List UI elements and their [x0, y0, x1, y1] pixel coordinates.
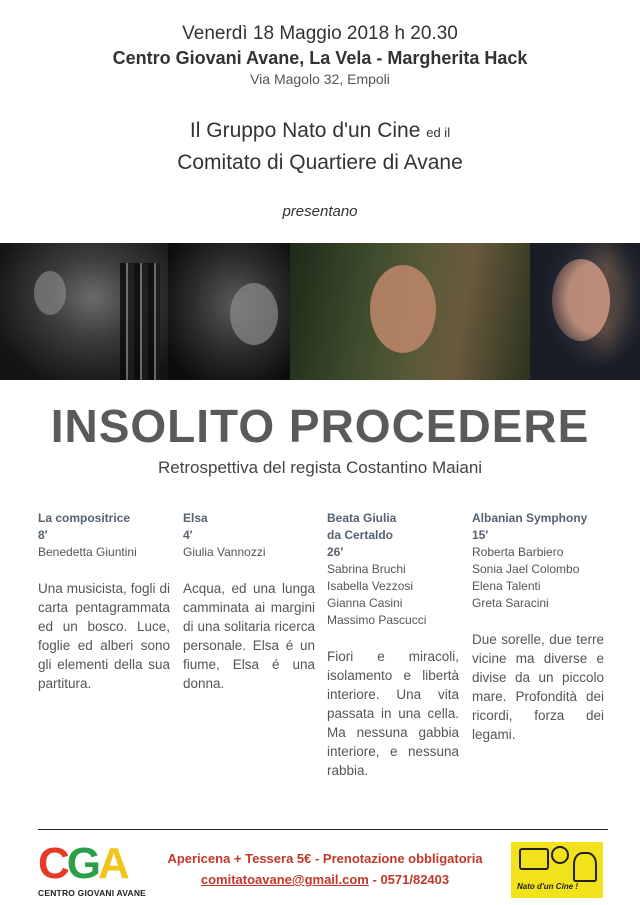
cga-letter-a: A [98, 839, 127, 888]
film-reel-icon [551, 846, 569, 864]
still-figure-3 [370, 265, 436, 353]
presents-label: presentano [282, 203, 358, 220]
film-stills-banner [0, 243, 640, 380]
still-figure-1 [34, 271, 66, 315]
film-title-line-2: da Certaldo [327, 528, 394, 542]
cga-logo-text: CENTRO GIOVANI AVANE [38, 888, 147, 898]
event-header [0, 22, 640, 88]
cga-logo [38, 840, 146, 900]
film-duration: 26′ [327, 545, 344, 559]
film-column [183, 510, 315, 693]
film-description: Fiori e miracoli, isolamento e libertà interiore. Una vita passata in una cella. Ma nessuna gabbia interiore, e nessuna rabbia. [327, 649, 459, 778]
film-column [327, 510, 459, 780]
contact-email-link[interactable]: comitatoavane@gmail.com [200, 872, 369, 887]
film-column [38, 510, 170, 693]
contact-phone: 0571/82403 [380, 872, 450, 887]
film-cast-member: Greta Saracini [472, 596, 549, 610]
event-title: INSOLITO PROCEDERE [50, 400, 590, 452]
film-cast-member: Sabrina Bruchi [327, 562, 406, 576]
film-duration: 8′ [38, 528, 48, 542]
film-list [38, 510, 610, 820]
booking-info [150, 849, 500, 891]
film-cast-member: Benedetta Giuntini [38, 545, 137, 559]
film-cast-member: Massimo Pascucci [327, 613, 427, 627]
organizers [0, 116, 640, 178]
still-figure-2 [230, 283, 278, 345]
organizer-conjunction: ed il [426, 125, 451, 140]
movie-camera-icon [519, 848, 549, 870]
film-cast-member: Gianna Casini [327, 596, 403, 610]
event-subtitle: Retrospettiva del regista Costantino Maiani [157, 458, 483, 477]
event-date: Venerdì 18 Maggio 2018 h 20.30 [182, 23, 458, 44]
footer-divider [38, 829, 608, 830]
contact-line [150, 869, 500, 891]
nato-dun-cine-logo [511, 842, 603, 898]
cga-letter-g: G [66, 839, 99, 888]
still-veil [530, 243, 640, 380]
contact-separator: - [368, 872, 381, 887]
film-cast-member: Roberta Barbiero [472, 545, 564, 559]
film-cast-member: Sonia Jael Colombo [472, 562, 580, 576]
organizer-line-1 [0, 116, 640, 148]
film-title: Albanian Symphony [472, 511, 588, 525]
film-column [472, 510, 604, 744]
organizer-group: Il Gruppo Nato d'un Cine [189, 119, 421, 142]
film-title: La compositrice [38, 511, 131, 525]
pricing-text: Apericena + Tessera 5€ - Prenotazione obbligatoria [167, 851, 483, 866]
film-duration: 4′ [183, 528, 193, 542]
event-venue: Centro Giovani Avane, La Vela - Margherita Hack [112, 48, 528, 68]
film-cast-member: Elena Talenti [472, 579, 541, 593]
film-title: Beata Giulia [327, 511, 397, 525]
film-title: Elsa [183, 511, 208, 525]
film-description: Acqua, ed una lunga camminata ai margini di una solitaria ricerca personale. Elsa é un fiume, Elsa é una donna. [183, 581, 315, 691]
film-duration: 15′ [472, 528, 489, 542]
film-cast-member: Giulia Vannozzi [183, 545, 266, 559]
film-description: Una musicista, fogli di carta pentagrammata ed un bosco. Luce, foglie ed alberi sono gli elementi della sua partitura. [38, 581, 170, 691]
event-address: Via Magolo 32, Empoli [250, 71, 390, 87]
organizer-committee: Comitato di Quartiere di Avane [177, 151, 463, 174]
still-window-bars [120, 263, 160, 380]
cartoon-figure-icon [573, 852, 597, 882]
badge-text: Nato d'un Cine ! [517, 882, 579, 891]
cga-logo-mark [38, 840, 127, 888]
film-description: Due sorelle, due terre vicine ma diverse e divise da un piccolo mare. Profondità dei ricordi, forza dei legami. [472, 632, 604, 742]
cga-letter-c: C [38, 839, 67, 888]
film-cast-member: Isabella Vezzosi [327, 579, 414, 593]
